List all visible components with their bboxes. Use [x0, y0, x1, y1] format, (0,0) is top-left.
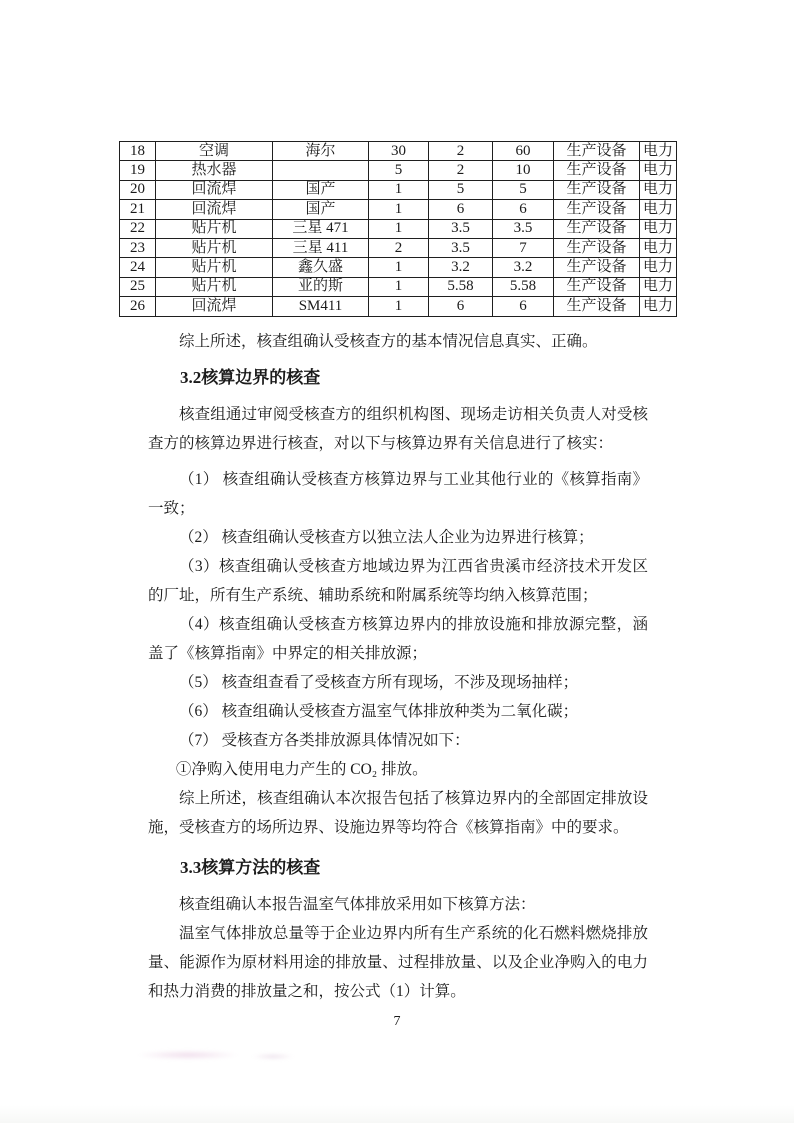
verification-item-5: （5） 核查组查看了受核查方所有现场，不涉及现场抽样； [179, 674, 579, 691]
cell-index: 26 [120, 297, 156, 316]
cell-qty: 1 [369, 258, 429, 277]
cell-total-power: 10 [493, 161, 554, 180]
cell-total-power: 6 [493, 297, 554, 316]
cell-device: 回流焊 [156, 297, 273, 316]
cell-index: 20 [120, 180, 156, 199]
cell-energy: 电力 [640, 258, 677, 277]
cell-unit-power: 5.58 [429, 277, 493, 296]
cell-unit-power: 3.2 [429, 258, 493, 277]
page-number: 7 [393, 1014, 401, 1029]
cell-index: 18 [120, 142, 156, 161]
cell-qty: 1 [369, 277, 429, 296]
cell-brand: 鑫久盛 [273, 258, 369, 277]
equipment-row [120, 277, 677, 296]
scan-smudge-small [252, 1053, 294, 1060]
equipment-row [120, 161, 677, 180]
equipment-row [120, 238, 677, 257]
cell-index: 23 [120, 238, 156, 257]
cell-qty: 2 [369, 238, 429, 257]
cell-qty: 1 [369, 219, 429, 238]
cell-index: 22 [120, 219, 156, 238]
cell-energy: 电力 [640, 161, 677, 180]
cell-unit-power: 2 [429, 142, 493, 161]
cell-total-power: 3.5 [493, 219, 554, 238]
section-heading-3-3: 3.3核算方法的核查 [180, 858, 321, 877]
verification-item-1: （1） 核查组确认受核查方核算边界与工业其他行业的《核算指南》一致； [148, 471, 648, 517]
section-3-3-paragraph-2: 温室气体排放总量等于企业边界内所有生产系统的化石燃料燃烧排放量、能源作为原材料用途的排放量、过程排放量、以及企业净购入的电力和热力消费的排放量之和，按公式（1）计算。 [148, 925, 648, 1000]
cell-category: 生产设备 [554, 200, 640, 219]
cell-brand: 三星 471 [273, 219, 369, 238]
equipment-row [120, 142, 677, 161]
cell-total-power: 6 [493, 200, 554, 219]
cell-total-power: 5 [493, 180, 554, 199]
cell-unit-power: 3.5 [429, 219, 493, 238]
cell-total-power: 7 [493, 238, 554, 257]
basic-info-summary: 综上所述，核查组确认受核查方的基本情况信息真实、正确。 [179, 333, 598, 350]
cell-index: 24 [120, 258, 156, 277]
cell-category: 生产设备 [554, 238, 640, 257]
cell-category: 生产设备 [554, 297, 640, 316]
cell-category: 生产设备 [554, 161, 640, 180]
cell-brand [273, 161, 369, 180]
verification-item-4: （4）核查组确认受核查方核算边界内的排放设施和排放源完整，涵盖了《核算指南》中界定的相关排放源； [148, 616, 648, 662]
cell-total-power: 3.2 [493, 258, 554, 277]
cell-index: 21 [120, 200, 156, 219]
cell-brand: SM411 [273, 297, 369, 316]
section-3-3-paragraph-1: 核查组确认本报告温室气体排放采用如下核算方法： [179, 896, 536, 913]
emission-source-sub-item: ①净购入使用电力产生的 CO₂ 排放。 [175, 761, 428, 778]
cell-total-power: 5.58 [493, 277, 554, 296]
section-heading-3-2: 3.2核算边界的核查 [180, 368, 321, 387]
cell-device: 空调 [156, 142, 273, 161]
equipment-row [120, 297, 677, 316]
cell-unit-power: 3.5 [429, 238, 493, 257]
equipment-table [119, 141, 677, 317]
cell-brand: 国产 [273, 180, 369, 199]
cell-brand: 三星 411 [273, 238, 369, 257]
cell-energy: 电力 [640, 297, 677, 316]
cell-device: 贴片机 [156, 277, 273, 296]
equipment-row [120, 200, 677, 219]
cell-energy: 电力 [640, 277, 677, 296]
cell-qty: 5 [369, 161, 429, 180]
equipment-row [120, 219, 677, 238]
cell-category: 生产设备 [554, 277, 640, 296]
cell-energy: 电力 [640, 180, 677, 199]
verification-item-3: （3）核查组确认受核查方地域边界为江西省贵溪市经济技术开发区的厂址，所有生产系统、辅助系统和附属系统等均纳入核算范围； [148, 558, 648, 604]
equipment-row [120, 180, 677, 199]
scan-smudge [138, 1050, 238, 1060]
cell-energy: 电力 [640, 200, 677, 219]
verification-item-7: （7） 受核查方各类排放源具体情况如下： [179, 732, 470, 749]
cell-brand: 国产 [273, 200, 369, 219]
cell-qty: 1 [369, 180, 429, 199]
cell-category: 生产设备 [554, 258, 640, 277]
cell-total-power: 60 [493, 142, 554, 161]
verification-item-6: （6） 核查组确认受核查方温室气体排放种类为二氧化碳； [179, 703, 579, 720]
cell-qty: 1 [369, 200, 429, 219]
equipment-row [120, 258, 677, 277]
cell-energy: 电力 [640, 219, 677, 238]
document-body [148, 327, 648, 1006]
cell-category: 生产设备 [554, 219, 640, 238]
cell-qty: 1 [369, 297, 429, 316]
cell-brand: 亚的斯 [273, 277, 369, 296]
cell-index: 25 [120, 277, 156, 296]
cell-device: 热水器 [156, 161, 273, 180]
cell-device: 回流焊 [156, 200, 273, 219]
cell-energy: 电力 [640, 238, 677, 257]
cell-device: 贴片机 [156, 219, 273, 238]
cell-unit-power: 6 [429, 200, 493, 219]
cell-unit-power: 6 [429, 297, 493, 316]
cell-device: 贴片机 [156, 238, 273, 257]
cell-unit-power: 5 [429, 180, 493, 199]
cell-qty: 30 [369, 142, 429, 161]
cell-category: 生产设备 [554, 142, 640, 161]
cell-brand: 海尔 [273, 142, 369, 161]
cell-category: 生产设备 [554, 180, 640, 199]
scan-edge-shadow [0, 1105, 794, 1123]
section-3-2-intro: 核查组通过审阅受核查方的组织机构图、现场走访相关负责人对受核查方的核算边界进行核查，对以下与核算边界有关信息进行了核实： [148, 406, 648, 452]
cell-energy: 电力 [640, 142, 677, 161]
cell-unit-power: 2 [429, 161, 493, 180]
cell-device: 贴片机 [156, 258, 273, 277]
cell-device: 回流焊 [156, 180, 273, 199]
section-3-2-summary: 综上所述，核查组确认本次报告包括了核算边界内的全部固定排放设施，受核查方的场所边界、设施边界等均符合《核算指南》中的要求。 [148, 790, 648, 836]
verification-item-2: （2） 核查组确认受核查方以独立法人企业为边界进行核算； [179, 529, 594, 546]
cell-index: 19 [120, 161, 156, 180]
